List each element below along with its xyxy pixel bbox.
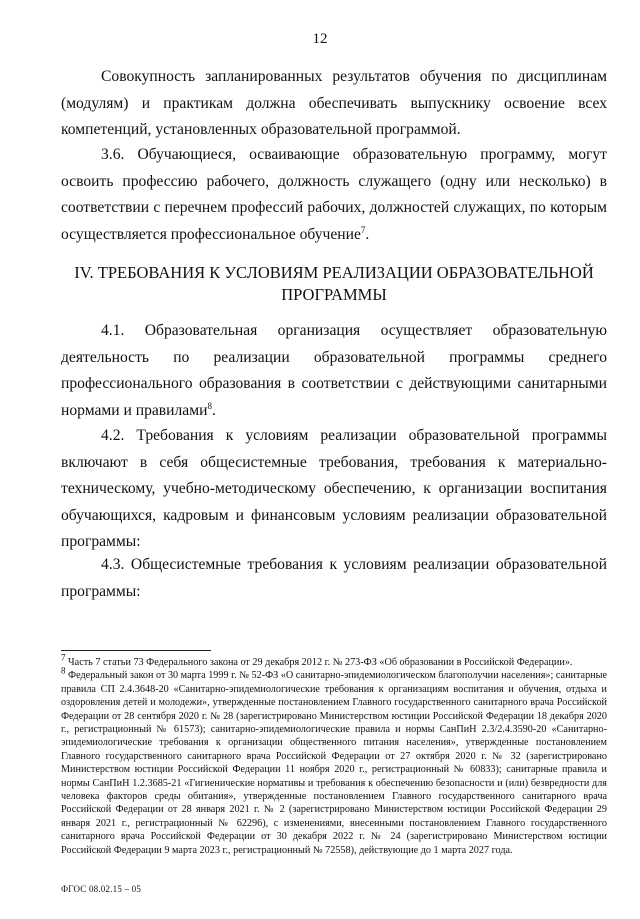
footnotes <box>61 652 607 857</box>
paragraph-4-2 <box>61 423 607 556</box>
paragraph-text <box>61 318 607 424</box>
section-heading-line1: IV. ТРЕБОВАНИЯ К УСЛОВИЯМ РЕАЛИЗАЦИИ ОБРАЗОВАТЕЛЬНОЙ <box>74 263 594 282</box>
footnote-mark: 8 <box>61 666 66 677</box>
footnote-ref-8: 8 <box>207 400 212 411</box>
paragraph-text: 4.3. Общесистемные требования к условиям реализации образовательной программы: <box>61 556 607 600</box>
paragraph-3-6 <box>61 142 607 248</box>
paragraph-end: . <box>211 401 216 419</box>
footnote-8 <box>61 666 607 857</box>
document-code: ФГОС 08.02.15 – 05 <box>61 884 142 894</box>
footnote-text: Федеральный закон от 30 марта 1999 г. № 52-ФЗ «О санитарно-эпидемиологическом благополучии населения»; санитарные правила СП 2.4.3648-20 «Санитарно-эпидемиологические требования к организациям воспитания и обучения, отдыха и оздоровления детей и молодежи», утвержденные постановлением Главного государственного санитарного врача Российской Федерации от 28 сентября 2020 г. № 28 (зарегистрировано Министерством юстиции Российской Федерации 18 декабря 2020 г., регистрационный № 61573); санитарно-эпидемиологические правила и нормы СанПиН 2.3/2.4.3590-20 «Санитарно-эпидемиологические требования к организации общественного питания населения», утвержденные постановлением Главного государственного санитарного врача Российской Федерации от 27 октября 2020 г. № 32 (зарегистрировано Министерством юстиции Российской Федерации 11 ноября 2020 г., регистрационный № 60833); санитарные правила и нормы СанПиН 1.2.3685-21 «Гигиенические нормативы и требования к обеспечению безопасности и (или) безвредности для человека факторов среды обитания», утвержденные постановлением Главного государственного санитарного врача Российской Федерации от 28 января 2021 г. № 2 (зарегистрировано Министерством юстиции Российской Федерации 29 января 2021 г., регистрационный № 62296), с изменениями, внесенными постановлением Главного государственного санитарного врача Российской Федерации от 30 декабря 2022 г. № 24 (зарегистрировано Министерством юстиции Российской Федерации 9 марта 2023 г., регистрационный № 72558), действующие до 1 марта 2027 года. <box>61 670 607 856</box>
paragraph-4-1 <box>61 318 607 424</box>
footnote-text: Часть 7 статьи 73 Федерального закона от 29 декабря 2012 г. № 273-ФЗ «Об образовании в Российской Федерации». <box>65 657 573 668</box>
paragraph-4-3 <box>61 552 607 605</box>
page-number: 12 <box>312 31 328 47</box>
paragraph-text: Совокупность запланированных результатов обучения по дисциплинам (модулям) и практикам должна обеспечивать выпускнику освоение всех компетенций, установленных образовательной программой. <box>61 68 607 138</box>
footnote-7 <box>61 652 607 669</box>
paragraph-end: . <box>365 225 370 243</box>
paragraph-text: 4.2. Требования к условиям реализации образовательной программы включают в себя общесистемные требования, требования к материально-техническому, учебно-методическому обеспечению, к организации воспитания обучающихся, кадровым и финансовым условиям реализации образовательной программы: <box>61 427 607 550</box>
section-heading-line2: ПРОГРАММЫ <box>281 285 387 304</box>
paragraph-body: 3.6. Обучающиеся, осваивающие образовательную программу, могут освоить профессию рабочего, должность служащего (одну или несколько) в соответствии с перечнем профессий рабочих, должностей служащих, по которым осуществляется профессиональное обучение <box>61 146 607 243</box>
paragraph-body: 4.1. Образовательная организация осуществляет образовательную деятельность по реализации образовательной программы среднего профессионального образования в соответствии с действующими санитарными нормами и правилами <box>61 322 607 419</box>
footnote-ref-7: 7 <box>360 224 366 235</box>
paragraph-intro <box>61 64 607 144</box>
footnote-divider <box>61 650 211 651</box>
section-heading <box>61 262 607 306</box>
footnote-mark: 7 <box>61 652 66 663</box>
paragraph-text <box>61 142 607 248</box>
